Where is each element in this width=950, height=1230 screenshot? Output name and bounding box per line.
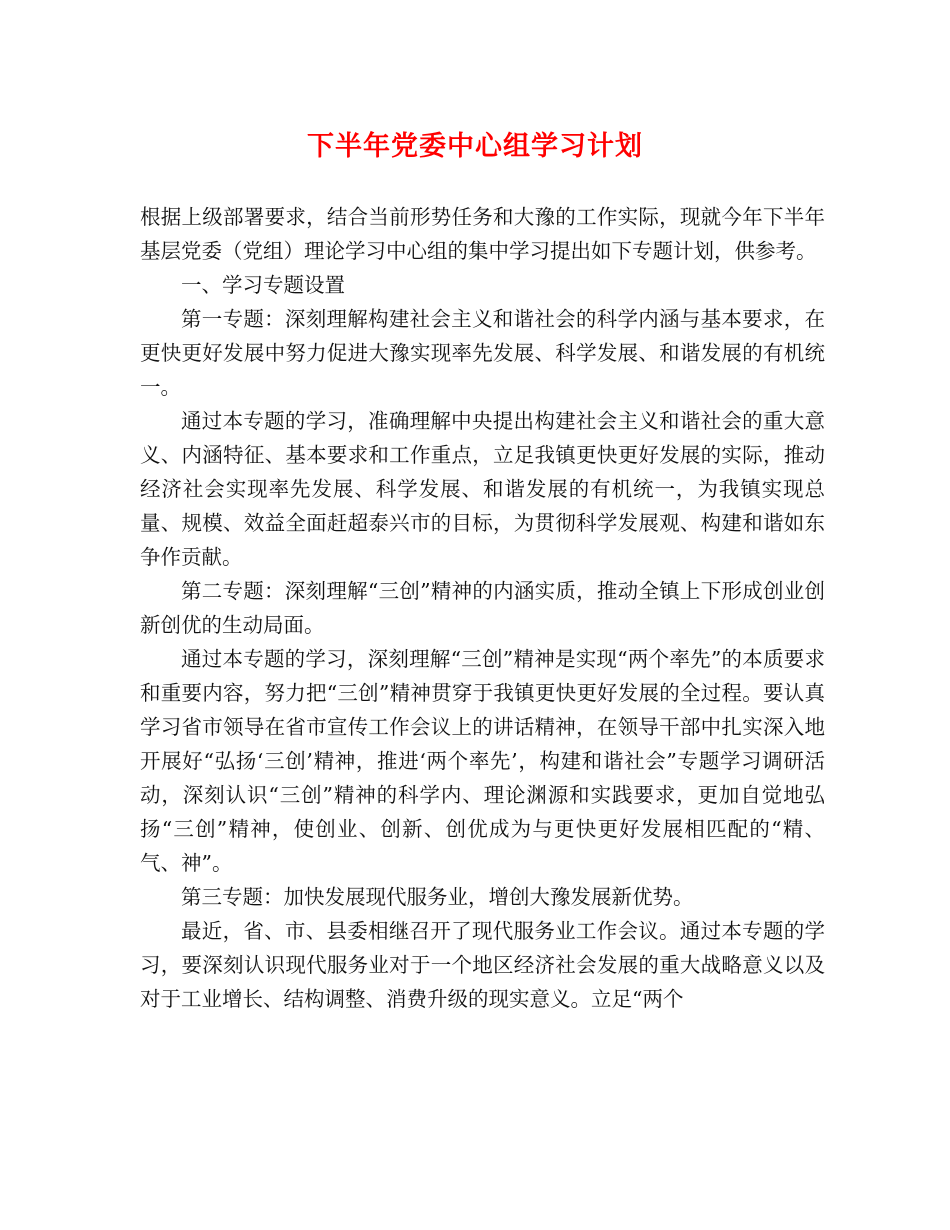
topic-1-body: 通过本专题的学习，准确理解中央提出构建社会主义和谐社会的重大意义、内涵特征、基本要求和工作重点，立足我镇更快更好发展的实际，推动经济社会实现率先发展、科学发展、和谐发展的有机统一，为我镇实现总量、规模、效益全面赶超泰兴市的目标，为贯彻科学发展观、构建和谐如东争作贡献。: [140, 409, 825, 569]
paragraph-intro: 根据上级部署要求，结合当前形势任务和大豫的工作实际，现就今年下半年基层党委（党组）理论学习中心组的集中学习提出如下专题计划，供参考。: [140, 205, 825, 263]
section-heading-1: 一、学习专题设置: [181, 273, 345, 297]
topic-3-body: 最近，省、市、县委相继召开了现代服务业工作会议。通过本专题的学习，要深刻认识现代服务业对于一个地区经济社会发展的重大战略意义以及对于工业增长、结构调整、消费升级的现实意义。立足“两个: [140, 919, 825, 1011]
topic-3-heading: 第三专题：加快发展现代服务业，增创大豫发展新优势。: [181, 885, 694, 909]
topic-1-heading: 第一专题：深刻理解构建社会主义和谐社会的科学内涵与基本要求，在更快更好发展中努力促进大豫实现率先发展、科学发展、和谐发展的有机统一。: [140, 307, 825, 399]
topic-2-heading: 第二专题：深刻理解“三创”精神的内涵实质，推动全镇上下形成创业创新创优的生动局面。: [140, 579, 825, 637]
topic-2-body: 通过本专题的学习，深刻理解“三创”精神是实现“两个率先”的本质要求和重要内容，努力把“三创”精神贯穿于我镇更快更好发展的全过程。要认真学习省市领导在省市宣传工作会议上的讲话精神，在领导干部中扎实深入地开展好“弘扬‘三创’精神，推进‘两个率先’，构建和谐社会”专题学习调研活动，深刻认识“三创”精神的科学内、理论渊源和实践要求，更加自觉地弘扬“三创”精神，使创业、创新、创优成为与更快更好发展相匹配的“精、气、神”。: [140, 647, 825, 875]
document-title: 下半年党委中心组学习计划: [307, 131, 643, 162]
document-body: [140, 200, 825, 1016]
